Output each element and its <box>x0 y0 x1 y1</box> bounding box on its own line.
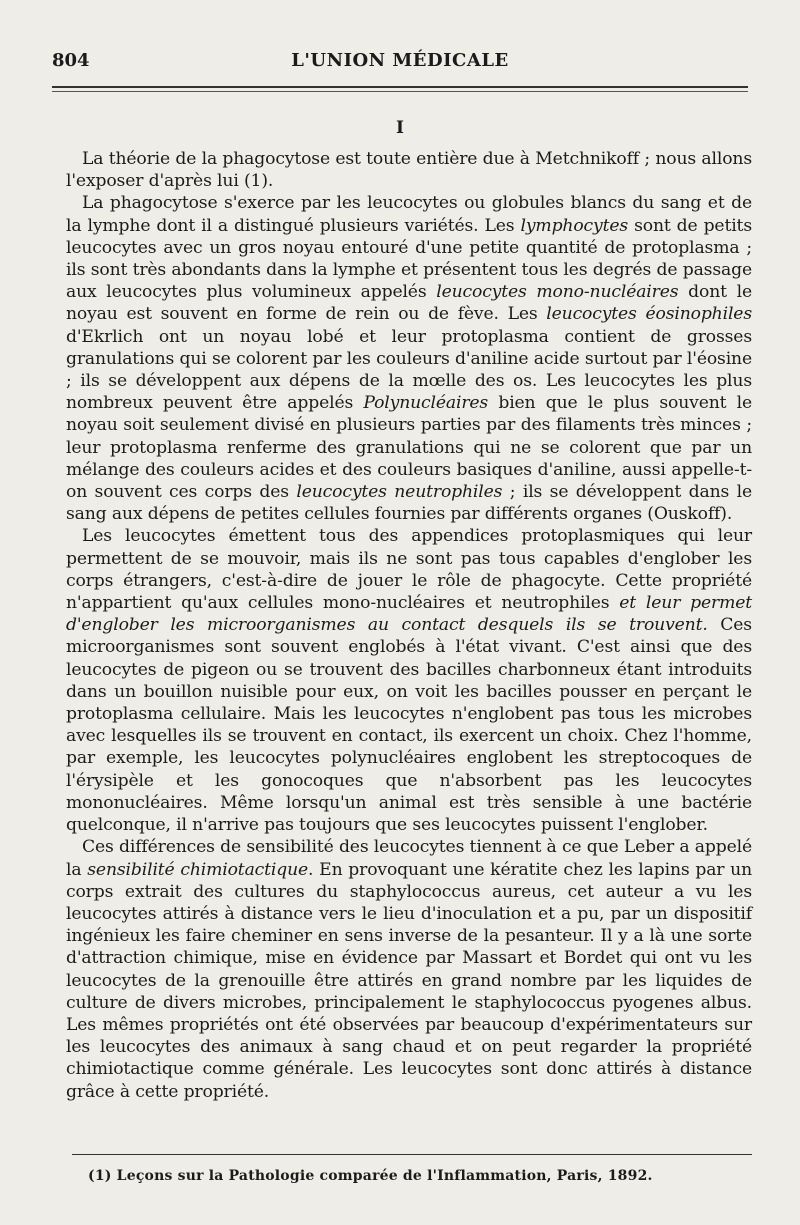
section-number: I <box>396 118 404 138</box>
italic-run: leucocytes mono-nucléaires <box>436 282 679 303</box>
text-run: ; ils se développent dans le sang aux dépens de petites cellules fournies par différents organes (Ouskoff). <box>66 482 752 525</box>
italic-run: leucocytes éosinophiles <box>546 304 752 325</box>
header-rule <box>52 86 748 88</box>
text-run: La phagocytose s'exerce par les leucocytes ou globules blancs du sang et de la lymphe dont il a distingué plusieurs variétés. Les <box>66 193 752 236</box>
footnote-rule <box>72 1154 752 1155</box>
text-run: Ces microorganismes sont souvent englobés à l'état vivant. C'est ainsi que des leucocytes de pigeon ou se trouvent des bacilles charbonneux étant introduits dans un bouillon nuisible pour eux, on voit les bacilles pousser en perçant le protoplasma cellulaire. Mais les leucocytes n'englobent pas tous les microbes avec lesquelles ils se trouvent en contact, ils exercent un choix. Chez l'homme, par exemple, les leucocytes polynucléaires englobent les streptocoques de l'érysipèle et les gonocoques que n'absorbent pas les leucocytes mononucléaires. Même lorsqu'un animal est très sensible à une bactérie quelconque, il n'arrive pas toujours que ses leucocytes puissent l'englober. <box>66 615 752 836</box>
text-run: dont le noyau est souvent en forme de rein ou de fève. Les <box>66 282 752 325</box>
footnote: (1) Leçons sur la Pathologie comparée de l'Inflammation, Paris, 1892. <box>88 1168 653 1184</box>
text-run: Ces différences de sensibilité des leucocytes tiennent à ce que Leber a appelé la <box>66 837 753 880</box>
text-run: . En provoquant une kératite chez les lapins par un corps extrait des cultures du staphylococcus aureus, cet auteur a vu les leucocytes attirés à distance vers le lieu d'inoculation et a pu, par un dispositif ingénieux les faire cheminer en sens inverse de la pesanteur. Il y a là une sorte d'attraction chimique, mise en évidence par Massart et Bordet qui ont vu les leucocytes de la grenouille être attirés en grand nombre par les liquides de culture de divers microbes, principalement le staphylococcus pyogenes albus. Les mêmes propriétés ont été observées par beaucoup d'expérimentateurs sur les leucocytes des animaux à sang chaud et on peut regarder la propriété chimiotactique comme générale. Les leucocytes sont donc attirés à distance grâce à cette propriété. <box>66 859 753 1102</box>
italic-run: lymphocytes <box>520 215 629 236</box>
italic-run: sensibilité chimiotactique <box>87 859 309 880</box>
page-number: 804 <box>52 50 90 71</box>
paragraph <box>66 525 752 836</box>
header-rule-thin <box>52 91 748 92</box>
text-run: Les leucocytes émettent tous des appendices protoplasmiques qui leur permettent de se mouvoir, mais ils ne sont pas tous capables d'englober les corps étrangers, c'est-à-dire de jouer le rôle de phagocyte. Cette propriété n'appartient qu'aux cellules mono-nucléaires et neutrophiles <box>66 526 752 614</box>
article-body <box>66 148 752 1103</box>
italic-run: Polynucléaires <box>363 393 489 414</box>
italic-run: leucocytes neutrophiles <box>296 482 503 503</box>
text-run: sont de petits leucocytes avec un gros noyau entouré d'une petite quantité de protoplasma ; ils sont très abondants dans la lymphe et présentent tous les degrés de passage aux leucocytes plus volumineux appelés <box>66 215 752 303</box>
text-run: bien que le plus souvent le noyau soit seulement divisé en plusieurs parties par des filaments très minces ; leur protoplasma renferme des granulations qui ne se colorent que par un mélange des couleurs acides et des couleurs basiques d'aniline, aussi appelle-t-on souvent ces corps des <box>66 393 753 503</box>
text-run: La théorie de la phagocytose est toute entière due à Metchnikoff ; nous allons l'exposer d'après lui (1). <box>66 149 752 192</box>
text-run: d'Ekrlich ont un noyau lobé et leur protoplasma contient de grosses granulations qui se colorent par les couleurs d'aniline acide surtout par l'éosine ; ils se développent aux dépens de la mœlle des os. Les leucocytes les plus nombreux peuvent être appelés <box>66 326 752 414</box>
paragraph <box>66 148 752 192</box>
running-head: L'UNION MÉDICALE <box>291 50 509 71</box>
page-header <box>52 50 748 80</box>
italic-run: et leur permet d'englober les microorganismes au contact desquels ils se trouvent. <box>66 593 752 636</box>
paragraph <box>66 192 752 525</box>
paragraph <box>66 836 752 1102</box>
